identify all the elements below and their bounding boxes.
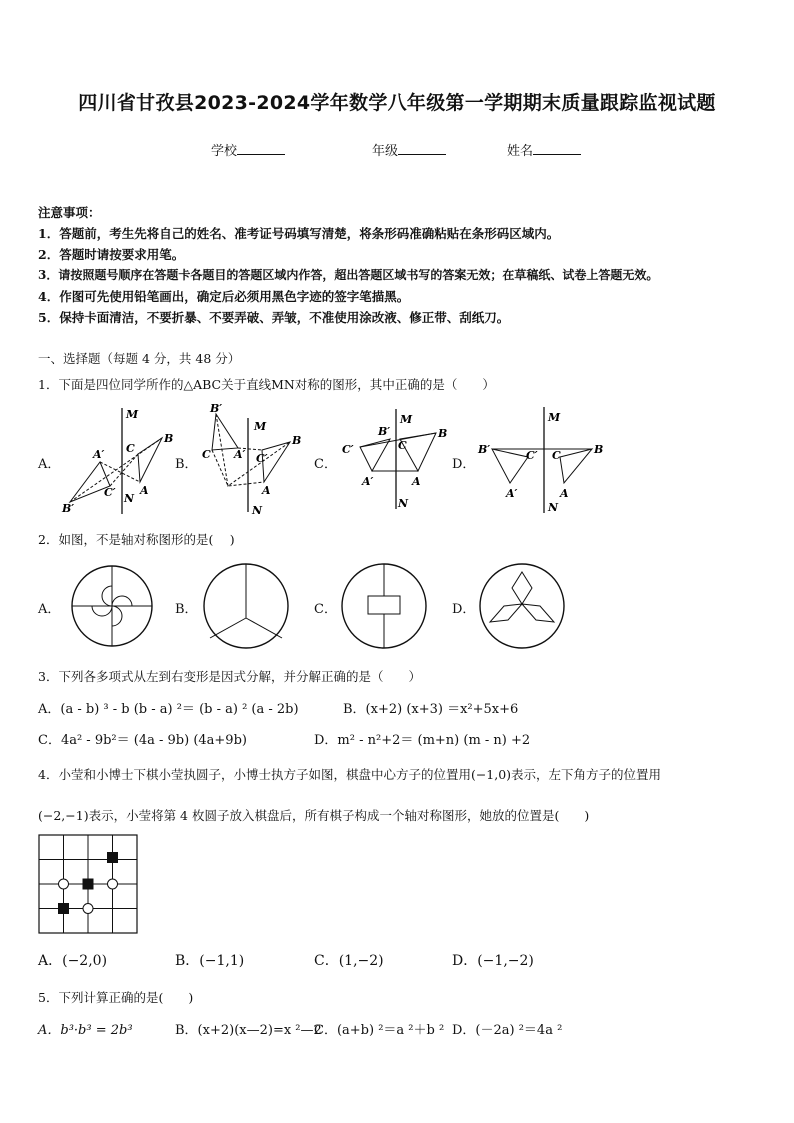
q4-option-d: D．(−1,−2) <box>452 953 534 969</box>
square-piece <box>107 852 118 863</box>
notice-item-4: 4．作图可先使用铅笔画出，确定后必须用黑色字迹的签字笔描黑。 <box>38 289 410 304</box>
notice-item-2: 2．答题时请按要求用笔。 <box>38 247 185 262</box>
q1b-label-c: C <box>202 448 211 461</box>
grade-label: 年级 <box>372 144 399 159</box>
q1c-label-bp: B′ <box>378 425 391 438</box>
notice-item-1: 1．答题前，考生先将自己的姓名、准考证号码填写清楚，将条形码准确粘贴在条形码区域内。 <box>38 226 560 241</box>
grade-field <box>372 140 446 159</box>
school-field <box>211 140 285 159</box>
page-title: 四川省甘孜县2023-2024学年数学八年级第一学期期末质量跟踪监视试题 <box>78 92 716 114</box>
q1a-label-b: B <box>164 432 174 445</box>
chessboard-diagram <box>38 834 140 936</box>
q3-stem: 3．下列各多项式从左到右变形是因式分解，并分解正确的是（ ） <box>38 669 421 684</box>
q1b-label-cp: C′ <box>256 452 268 465</box>
school-blank <box>237 142 285 155</box>
q1b-label-bp: B′ <box>210 402 223 415</box>
q1c-label-m: M <box>400 413 413 426</box>
q1a-label-bp: B′ <box>62 502 75 515</box>
round-piece <box>59 879 69 889</box>
round-piece <box>108 879 118 889</box>
q1a-label-m: M <box>126 408 139 421</box>
q4-stem-line2: (−2,−1)表示，小莹将第 4 枚圆子放入棋盘后，所有棋子构成一个轴对称图形，她放的位置是( ) <box>38 808 590 823</box>
notice-item-5: 5．保持卡面清洁，不要折暴、不要弄破、弄皱，不准使用涂改液、修正带、刮纸刀。 <box>38 310 510 325</box>
q1c-label-a: A <box>412 475 421 488</box>
grade-blank <box>398 142 446 155</box>
q2-stem: 2．如图，不是轴对称图形的是( ) <box>38 532 235 547</box>
q1d-label-a: A <box>560 487 569 500</box>
q2-figure-b <box>200 560 294 654</box>
q2-figure-c <box>340 560 434 654</box>
notice-heading: 注意事项： <box>38 205 101 220</box>
q1-option-a-label: A． <box>38 457 61 472</box>
name-label: 姓名 <box>507 144 534 159</box>
q1-figure-d <box>476 403 606 517</box>
q3-option-d: D．m² - n²+2＝ (m+n) (m - n) +2 <box>314 733 531 748</box>
round-piece <box>83 904 93 914</box>
q2-figure-d <box>478 556 568 656</box>
q1c-label-n: N <box>398 497 409 510</box>
q2-option-d-label: D． <box>452 602 476 617</box>
q2-option-c-label: C． <box>314 602 337 617</box>
q1a-label-cp: C′ <box>104 486 116 499</box>
q5-option-b: B．(x+2)(x—2)=x ²—2 <box>175 1023 322 1038</box>
q3-option-b: B．(x+2) (x+3) ＝x²+5x+6 <box>343 702 519 717</box>
q4-stem-line1: 4．小莹和小博士下棋小莹执圆子，小博士执方子如图，棋盘中心方子的位置用(−1,0)表示，左下角方子的位置用 <box>38 767 662 782</box>
notice-item-3: 3．请按照题号顺序在答题卡各题目的答题区域内作答，超出答题区域书写的答案无效；在草稿纸、试卷上答题无效。 <box>38 268 659 282</box>
q2-option-b-label: B． <box>175 602 198 617</box>
square-piece-center <box>83 879 94 890</box>
q1c-label-c: C <box>398 439 407 452</box>
q1d-label-m: M <box>548 411 561 424</box>
q1c-label-ap: A′ <box>362 475 374 488</box>
q1b-label-b: B <box>292 434 302 447</box>
q4-option-b: B．(−1,1) <box>175 953 245 969</box>
q1b-label-a: A <box>262 484 271 497</box>
q1b-label-ap: A′ <box>234 448 246 461</box>
q1d-label-bp: B′ <box>478 443 491 456</box>
q4-option-c: C．(1,−2) <box>314 953 384 969</box>
square-piece-bottom-left <box>58 903 69 914</box>
q5-option-d: D．(－2a) ²＝4a ² <box>452 1023 563 1038</box>
q1b-label-n: N <box>252 504 263 517</box>
q1-figure-a <box>60 402 180 520</box>
name-field <box>507 140 581 159</box>
q4-option-a: A．(−2,0) <box>38 953 108 969</box>
q1-figure-b <box>198 400 310 520</box>
school-label: 学校 <box>211 144 238 159</box>
q1c-label-b: B <box>438 427 448 440</box>
q2-option-a-label: A． <box>38 602 61 617</box>
q1b-label-m: M <box>254 420 267 433</box>
q1-option-d-label: D． <box>452 457 476 472</box>
q1d-label-ap: A′ <box>506 487 518 500</box>
section-heading: 一、选择题（每题 4 分，共 48 分） <box>38 351 241 366</box>
q1a-label-a: A <box>140 484 149 497</box>
q1-option-b-label: B． <box>175 457 198 472</box>
q1d-label-n: N <box>548 501 559 514</box>
q5-stem: 5．下列计算正确的是( ) <box>38 990 194 1005</box>
q1d-label-c: C <box>552 449 561 462</box>
q3-option-a: A．(a - b) ³ - b (b - a) ²＝ (b - a) ² (a - 2b) <box>38 702 299 717</box>
name-blank <box>533 142 581 155</box>
q1a-label-n: N <box>124 492 135 505</box>
q5-option-c: C．(a+b) ²＝a ²＋b ² <box>314 1023 445 1038</box>
q5-option-a: A．b³·b³ = 2b³ <box>38 1023 133 1038</box>
q1a-label-ap: A′ <box>93 448 105 461</box>
q1d-label-b: B <box>594 443 604 456</box>
q1-stem: 1．下面是四位同学所作的△ABC关于直线MN对称的图形，其中正确的是（ ） <box>38 377 495 392</box>
q2-figure-a <box>66 562 160 652</box>
q1a-label-c: C <box>126 442 135 455</box>
q1d-label-cp: C′ <box>526 449 538 462</box>
q1-option-c-label: C． <box>314 457 337 472</box>
q3-option-c: C．4a² - 9b²＝ (4a - 9b) (4a+9b) <box>38 733 247 748</box>
q1-figure-c <box>338 405 450 513</box>
q1c-label-cp: C′ <box>342 443 354 456</box>
